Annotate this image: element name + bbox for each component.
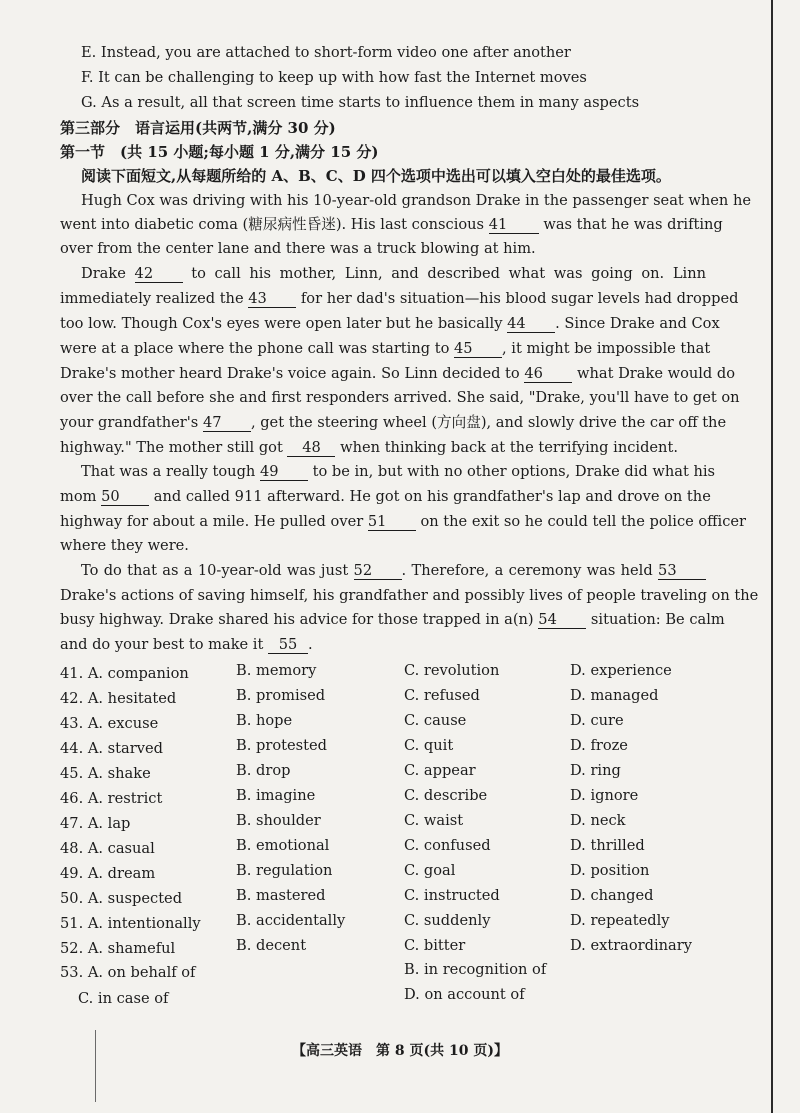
passage-line: highway for about a mile. He pulled over 51 on the exit so he could tell the police officer [60,513,746,530]
choice-45-b: B. drop [236,762,291,779]
passage-line: were at a place where the phone call was starting to 45 , it might be impossible that [60,340,711,357]
passage-line: That was a really tough 49 to be in, but with no other options, Drake did what his [81,463,716,480]
passage-line: your grandfather's 47 , get the steering wheel (方向盘), and slowly drive the car off the [60,414,727,431]
choice-49-a: 49. A. dream [60,865,156,882]
choice-42-b: B. promised [236,687,326,704]
passage-line: over from the center lane and there was a truck blowing at him. [60,240,536,257]
q53-option-a: 53. A. on behalf of [60,964,196,981]
passage-line: Drake's mother heard Drake's voice again. So Linn decided to 46 what Drake would do [60,365,736,382]
choice-51-a: 51. A. intentionally [60,915,201,932]
choice-42-d: D. managed [570,687,659,704]
choice-42-c: C. refused [404,687,480,704]
blank-48: 48 [287,440,335,457]
page-footer: 【高三英语 第 8 页(共 10 页)】 [292,1043,508,1059]
choice-47-a: 47. A. lap [60,815,131,832]
choice-46-d: D. ignore [570,787,639,804]
choice-52-d: D. extraordinary [570,937,692,954]
blank-43: 43 [248,291,296,308]
passage-line: over the call before she and first responders arrived. She said, "Drake, you'll have to get on [60,389,740,406]
passage-line: busy highway. Drake shared his advice for those trapped in a(n) 54 situation: Be calm [60,611,725,628]
choice-49-d: D. position [570,862,650,879]
choice-41-a: 41. A. companion [60,665,189,682]
choice-41-c: C. revolution [404,662,500,679]
q53-option-c: C. in case of [78,990,169,1007]
choice-44-a: 44. A. starved [60,740,163,757]
blank-46: 46 [524,366,572,383]
blank-42: 42 [135,266,183,283]
blank-51: 51 [368,514,416,531]
q53-option-d: D. on account of [404,986,525,1003]
choice-46-a: 46. A. restrict [60,790,163,807]
blank-50: 50 [101,489,149,506]
choice-52-b: B. decent [236,937,307,954]
passage-line: went into diabetic coma (糖尿病性昏迷). His last conscious 41 was that he was drifting [60,216,723,233]
choice-44-b: B. protested [236,737,327,754]
choice-46-c: C. describe [404,787,488,804]
choice-52-c: C. bitter [404,937,466,954]
page-edge-line [771,0,773,1113]
choice-44-c: C. quit [404,737,454,754]
blank-44: 44 [507,316,555,333]
choice-48-b: B. emotional [236,837,330,854]
option-g: G. As a result, all that screen time starts to influence them in many aspects [81,94,640,111]
choice-47-c: C. waist [404,812,464,829]
choice-41-b: B. memory [236,662,317,679]
blank-47: 47 [203,415,251,432]
choice-50-c: C. instructed [404,887,500,904]
choice-43-d: D. cure [570,712,624,729]
section1-heading: 第一节 (共 15 小题;每小题 1 分,满分 15 分) [60,143,379,161]
passage-line: Hugh Cox was driving with his 10-year-old grandson Drake in the passenger seat when he [81,192,752,209]
choice-45-d: D. ring [570,762,621,779]
part3-heading: 第三部分 语言运用(共两节,满分 30 分) [60,119,336,137]
passage-line: immediately realized the 43 for her dad's situation—his blood sugar levels had dropped [60,290,739,307]
passage-line: highway." The mother still got 48 when thinking back at the terrifying incident. [60,439,678,456]
option-f: F. It can be challenging to keep up with how fast the Internet moves [81,69,587,86]
option-e: E. Instead, you are attached to short-form video one after another [81,44,571,61]
choice-51-d: D. repeatedly [570,912,670,929]
choice-48-a: 48. A. casual [60,840,155,857]
choice-43-c: C. cause [404,712,467,729]
passage-line: and do your best to make it 55 . [60,636,313,653]
passage-line: mom 50 and called 911 afterward. He got on his grandfather's lap and drove on the [60,488,711,505]
choice-43-b: B. hope [236,712,293,729]
choice-50-a: 50. A. suspected [60,890,183,907]
choice-43-a: 43. A. excuse [60,715,159,732]
choice-51-b: B. accidentally [236,912,346,929]
choice-51-c: C. suddenly [404,912,491,929]
choice-46-b: B. imagine [236,787,316,804]
choice-50-d: D. changed [570,887,654,904]
choice-45-c: C. appear [404,762,476,779]
choice-52-a: 52. A. shameful [60,940,176,957]
passage-line: To do that as a 10-year-old was just 52 . Therefore, a ceremony was held 53 [81,562,706,580]
blank-54: 54 [538,612,586,629]
choice-42-a: 42. A. hesitated [60,690,177,707]
choice-48-c: C. confused [404,837,491,854]
passage-line: Drake's actions of saving himself, his grandfather and possibly lives of people traveling on the [60,587,759,604]
passage-line: too low. Though Cox's eyes were open later but he basically 44 . Since Drake and Cox [60,315,720,332]
passage-line: Drake 42 to call his mother, Linn, and described what was going on. Linn [81,265,706,282]
choice-48-d: D. thrilled [570,837,645,854]
q53-option-b: B. in recognition of [404,961,547,978]
passage-line: where they were. [60,537,189,554]
blank-41: 41 [489,217,539,234]
blank-55: 55 [268,637,308,654]
choice-49-b: B. regulation [236,862,333,879]
instruction: 阅读下面短文,从每题所给的 A、B、C、D 四个选项中选出可以填入空白处的最佳选项。 [81,167,671,185]
blank-49: 49 [260,464,308,481]
choice-50-b: B. mastered [236,887,326,904]
choice-47-d: D. neck [570,812,626,829]
choice-47-b: B. shoulder [236,812,321,829]
choice-49-c: C. goal [404,862,456,879]
blank-52: 52 [354,563,402,580]
choice-45-a: 45. A. shake [60,765,151,782]
choice-41-d: D. experience [570,662,672,679]
blank-45: 45 [454,341,502,358]
blank-53: 53 [658,563,706,580]
choice-44-d: D. froze [570,737,628,754]
